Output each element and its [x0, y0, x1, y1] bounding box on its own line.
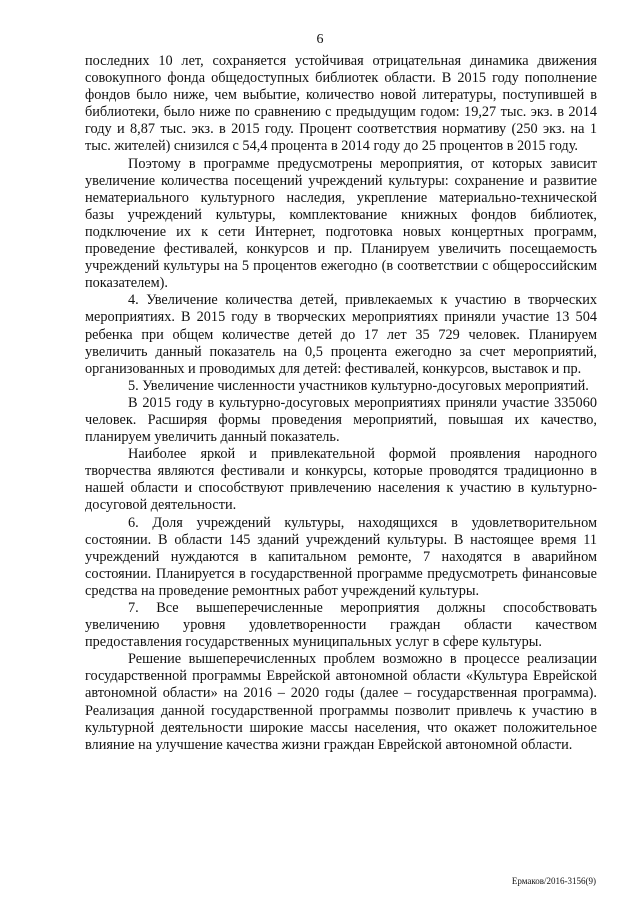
paragraph-program-measures: Поэтому в программе предусмотрены мероприятия, от которых зависит увеличение количества посещений учреждений культуры: сохранение и развитие нематериального культурного наследия, укрепление материально-технической базы учреждений культуры, комплектование книжных фондов библиотек, подключение их к сети Интернет, подготовка новых концертных программ, проведение фестивалей, конкурсов и пр. Планируем увеличить посещаемость учреждений культуры на 5 процентов ежегодно (в соответствии с общероссийским показателем). — [85, 155, 597, 292]
paragraph-leisure-participants: В 2015 году в культурно-досуговых мероприятиях приняли участие 335060 человек. Расширяя формы проведения мероприятий, повышая их качество, планируем увеличить данный показатель. — [85, 394, 597, 446]
paragraph-library-fund: последних 10 лет, сохраняется устойчивая отрицательная динамика движения совокупного фонда общедоступных библиотек области. В 2015 году пополнение фондов было ниже, чем выбытие, количество новой литературы, поступившей в библиотеки, было ниже по сравнению с предыдущим годом: 19,27 тыс. экз. в 2014 году и 8,87 тыс. экз. в 2015 году. Процент соответствия нормативу (250 экз. на 1 тыс. жителей) снизился с 54,4 процента в 2014 году до 25 процентов в 2015 году. — [85, 53, 597, 155]
paragraph-buildings-condition: 6. Доля учреждений культуры, находящихся в удовлетворительном состоянии. В области 145 зданий учреждений культуры. В настоящее время 11 учреждений нуждаются в капитальном ремонте, 7 находятся в аварийном состоянии. Планируется в государственной программе предусмотреть финансовые средства на проведение ремонтных работ учреждений культуры. — [85, 514, 597, 599]
document-footer-code: Ермаков/2016-3156(9) — [511, 876, 596, 886]
page-number: 6 — [316, 32, 324, 47]
paragraph-leisure-participants-heading: 5. Увеличение численности участников культурно-досуговых мероприятий. — [128, 377, 589, 394]
paragraph-children-participation: 4. Увеличение количества детей, привлекаемых к участию в творческих мероприятиях. В 2015 году в творческих мероприятиях приняли участие 13 504 ребенка при общем количестве детей до 17 лет 35 729 человек. Планируем увеличить данный показатель на 0,5 процента ежегодно за счет мероприятий, организованных и проводимых для детей: фестивалей, конкурсов, выставок и пр. — [85, 292, 597, 377]
paragraph-festivals: Наиболее яркой и привлекательной формой проявления народного творчества являются фестивали и конкурсы, которые проводятся традиционно в нашей области и способствуют привлечению населения к участию в культурно-досуговой деятельности. — [85, 446, 597, 514]
paragraph-solution: Решение вышеперечисленных проблем возможно в процессе реализации государственной программы Еврейской автономной области «Культура Еврейской автономной области» на 2016 – 2020 годы (далее – государственная программа). Реализация данной государственной программы позволит привлечь к участию в культурной деятельности широкие массы населения, что окажет положительное влияние на улучшение качества жизни граждан Еврейской автономной области. — [85, 651, 597, 753]
document-body — [85, 53, 597, 754]
paragraph-satisfaction: 7. Все вышеперечисленные мероприятия должны способствовать увеличению уровня удовлетворенности граждан области качеством предоставления государственных муниципальных услуг в сфере культуры. — [85, 600, 597, 651]
